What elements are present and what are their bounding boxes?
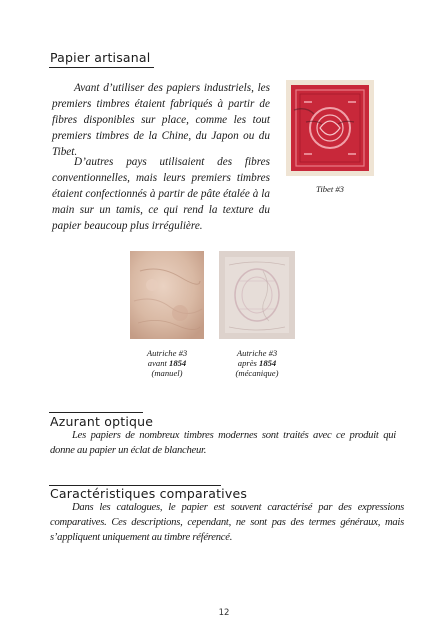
paragraph-papier-artisanal-2: D’autres pays utilisaient des fibres conventionnelles, mais leurs premiers timbres étaient confectionnés à partir de pâte étalée à la main sur un tamis, ce qui rend la texture du papier beaucoup plus irrégulière. [52, 156, 270, 232]
section-title-caracteristiques-comparatives: Caractéristiques comparatives [50, 486, 248, 501]
title-underline [49, 67, 154, 68]
austria-mechanical-caption-prefix: après [237, 358, 260, 368]
austria-manual-caption-line1: Autriche #3 [146, 348, 188, 358]
austria-stamp-manual-image [130, 251, 204, 339]
austria-mechanical-caption-line2 [217, 358, 297, 368]
paragraph-caracteristiques-comparatives: Dans les catalogues, le papier est souvent caractérisé par des expressions comparatives. Ces descriptions, cependant, ne sont pas des termes généraux, mais s’appliquent uniquement au timbre référencé. [50, 502, 404, 543]
section-title-papier-artisanal: Papier artisanal [50, 50, 151, 65]
austria-manual-caption-year: 1854 [169, 358, 187, 368]
austria-manual-caption-prefix: avant [147, 358, 170, 368]
austria-manual-paper-graphic [130, 251, 204, 339]
austria-manual-caption-line3: (manuel) [151, 368, 183, 378]
section-title-azurant-optique: Azurant optique [50, 414, 154, 429]
page-number: 12 [218, 608, 230, 618]
austria-stamp-mechanical-image [219, 251, 295, 339]
paragraph-papier-artisanal-1: Avant d’utiliser des papiers industriels, les premiers timbres étaient fabriqués à partir de fibres disponibles sur place, comme les tout premiers timbres de la Chine, du Japon ou du Tibet. [52, 82, 270, 158]
tibet-stamp-image [286, 80, 374, 176]
austria-manual-caption [127, 348, 207, 378]
paragraph-azurant-optique: Les papiers de nombreux timbres modernes sont traités avec ce produit qui donne au papier un éclat de blancheur. [50, 430, 396, 456]
section-rule-azurant [49, 412, 143, 413]
austria-mechanical-paper-graphic [219, 251, 295, 339]
austria-mechanical-caption-year: 1854 [259, 358, 277, 368]
austria-mechanical-caption-line1: Autriche #3 [236, 348, 278, 358]
austria-mechanical-caption [217, 348, 297, 378]
austria-manual-caption-line2 [127, 358, 207, 368]
tibet-stamp-graphic [286, 80, 374, 176]
tibet-caption: Tibet #3 [316, 184, 344, 194]
austria-mechanical-caption-line3: (mécanique) [235, 368, 279, 378]
